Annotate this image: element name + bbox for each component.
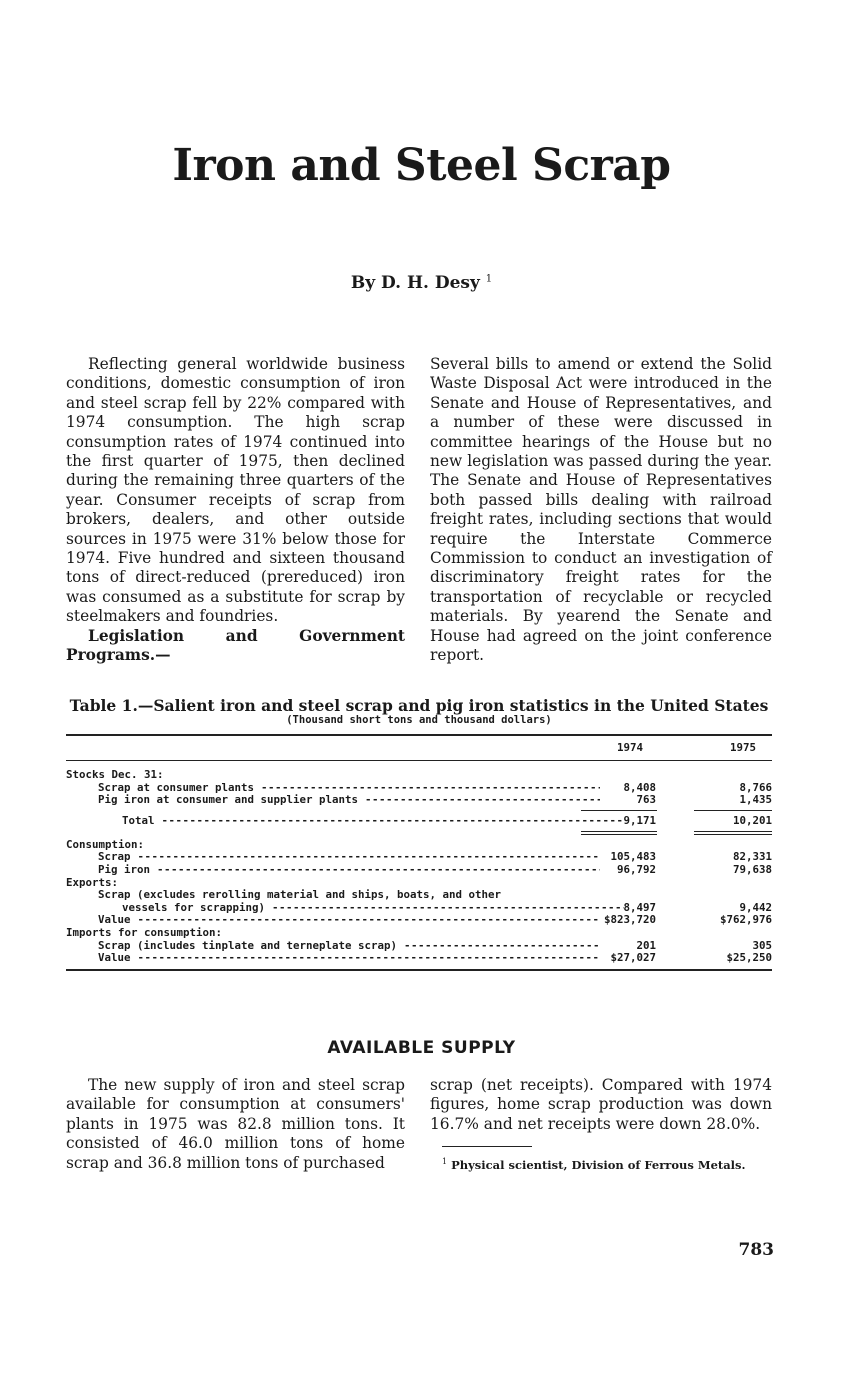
row-label: Scrap ----- [66,851,600,864]
cell-1975: 79,638 [732,862,772,876]
cell-1974: $823,720 [603,913,656,927]
legislation-paragraph: Several bills to amend or extend the Solid Waste Disposal Act were introduced in the Senate and House of Representatives, and a number of these were discussed in committee hearings of the House but no new legislation was passed during the year. The Senate and House of Representatives both passed bills dealing with railroad freight rates, including sections that would require the Interstate Commerce Commission to conduct an investigation of discriminatory freight rates for the transportation of recyclable or recycled materials. By yearend the Senate and House had agreed on the joint conference report. [430,355,772,665]
row-group-label: Consumption: [66,838,145,851]
table-row [66,877,772,890]
byline-footnote-mark: 1 [485,273,493,285]
row-label: Scrap (excludes rerolling material and ships, boats, and other [98,889,502,902]
cell-1975: 9,442 [739,900,772,914]
section-heading: AVAILABLE SUPPLY [327,1038,516,1058]
intro-right-column [430,355,772,666]
cell-1974: $27,027 [610,951,656,965]
cell-1974: 763 [636,793,656,807]
table-row-total [66,815,772,829]
legislation-subheading: Legislation and Government Programs.— [66,626,405,665]
table-row [66,864,772,877]
row-group-label: Imports for consumption: [66,926,223,939]
footnote-text: Physical scientist, Division of Ferrous Metals. [451,1157,746,1172]
page-title: Iron and Steel Scrap [172,140,671,191]
row-label: Value ----- [66,952,600,965]
table-row [66,794,772,807]
table-row [66,914,772,927]
table-row [66,889,772,902]
statistics-table [66,734,772,971]
cell-1974: 96,792 [616,862,656,876]
table-subtitle: (Thousand short tons and thousand dollars) [286,714,552,726]
table-row [66,839,772,852]
row-label: Pig iron ----- [66,864,600,877]
intro-paragraph: Reflecting general worldwide business conditions, domestic consumption of iron and steel scrap fell by 22% compared with 1974 consumption. The high scrap consumption rates of 1974 continued into the first quarter of 1975, then declined during the remaining three quarters of the year. Consumer receipts of scrap from brokers, dealers, and other outside sources in 1975 were 31% below those for 1974. Five hundred and sixteen thousand tons of direct-reduced (prereduced) iron was consumed as a substitute for scrap by steelmakers and foundries. [66,355,405,626]
cell-1974: 8,408 [623,780,656,794]
table-title: Table 1.—Salient iron and steel scrap and pig iron statistics in the United States [69,696,769,715]
cell-1975: 305 [752,938,772,952]
table-row [66,769,772,782]
row-group-label: Exports: [66,876,119,889]
table-header-row [66,736,772,761]
row-label: Value ----- [66,914,600,927]
table-row [66,940,772,953]
table-row [66,902,772,915]
cell-1975: $762,976 [719,913,772,927]
byline [0,273,843,293]
supply-paragraph-continued: scrap (net receipts). Compared with 1974 figures, home scrap production was down 16.7% and net receipts were down 28.0%. [430,1076,772,1133]
table-row [66,927,772,940]
footnote-rule [442,1146,532,1147]
author-name: By D. H. Desy [350,273,480,293]
cell-1975: 1,435 [739,793,772,807]
row-label: Pig iron at consumer and supplier plants ----- [66,794,600,807]
supply-right-column [430,1076,772,1134]
page-number: 783 [738,1240,774,1260]
row-label: Scrap (includes tinplate and terneplate scrap) ----- [66,940,600,953]
subtotal-rule [66,807,772,815]
intro-left-column [66,355,405,666]
cell-1974: 9,171 [623,813,656,827]
cell-1975: 8,766 [739,780,772,794]
cell-1974: 201 [636,938,656,952]
column-header-1975: 1975 [730,741,757,754]
supply-left-column [66,1076,405,1173]
cell-1974: 8,497 [623,900,656,914]
cell-1975: $25,250 [726,951,772,965]
supply-paragraph: The new supply of iron and steel scrap available for consumption at consumers' plants in 1975 was 82.8 million tons. It consisted of 46.0 million tons of home scrap and 36.8 million tons of purchased [66,1076,405,1172]
row-label: Scrap at consumer plants ----- [66,782,600,795]
table-row [66,952,772,965]
table-row [66,851,772,864]
footnote-mark: 1 [442,1157,448,1166]
cell-1975: 10,201 [732,813,772,827]
row-group-label: Stocks Dec. 31: [66,769,164,781]
row-label: Total ----- [66,815,624,828]
footnote [442,1157,772,1172]
total-double-rule [66,829,772,839]
cell-1975: 82,331 [732,850,772,864]
table-row [66,782,772,795]
cell-1974: 105,483 [610,850,656,864]
column-header-1974: 1974 [617,741,644,754]
row-label: vessels for scrapping) ----- [66,902,624,915]
